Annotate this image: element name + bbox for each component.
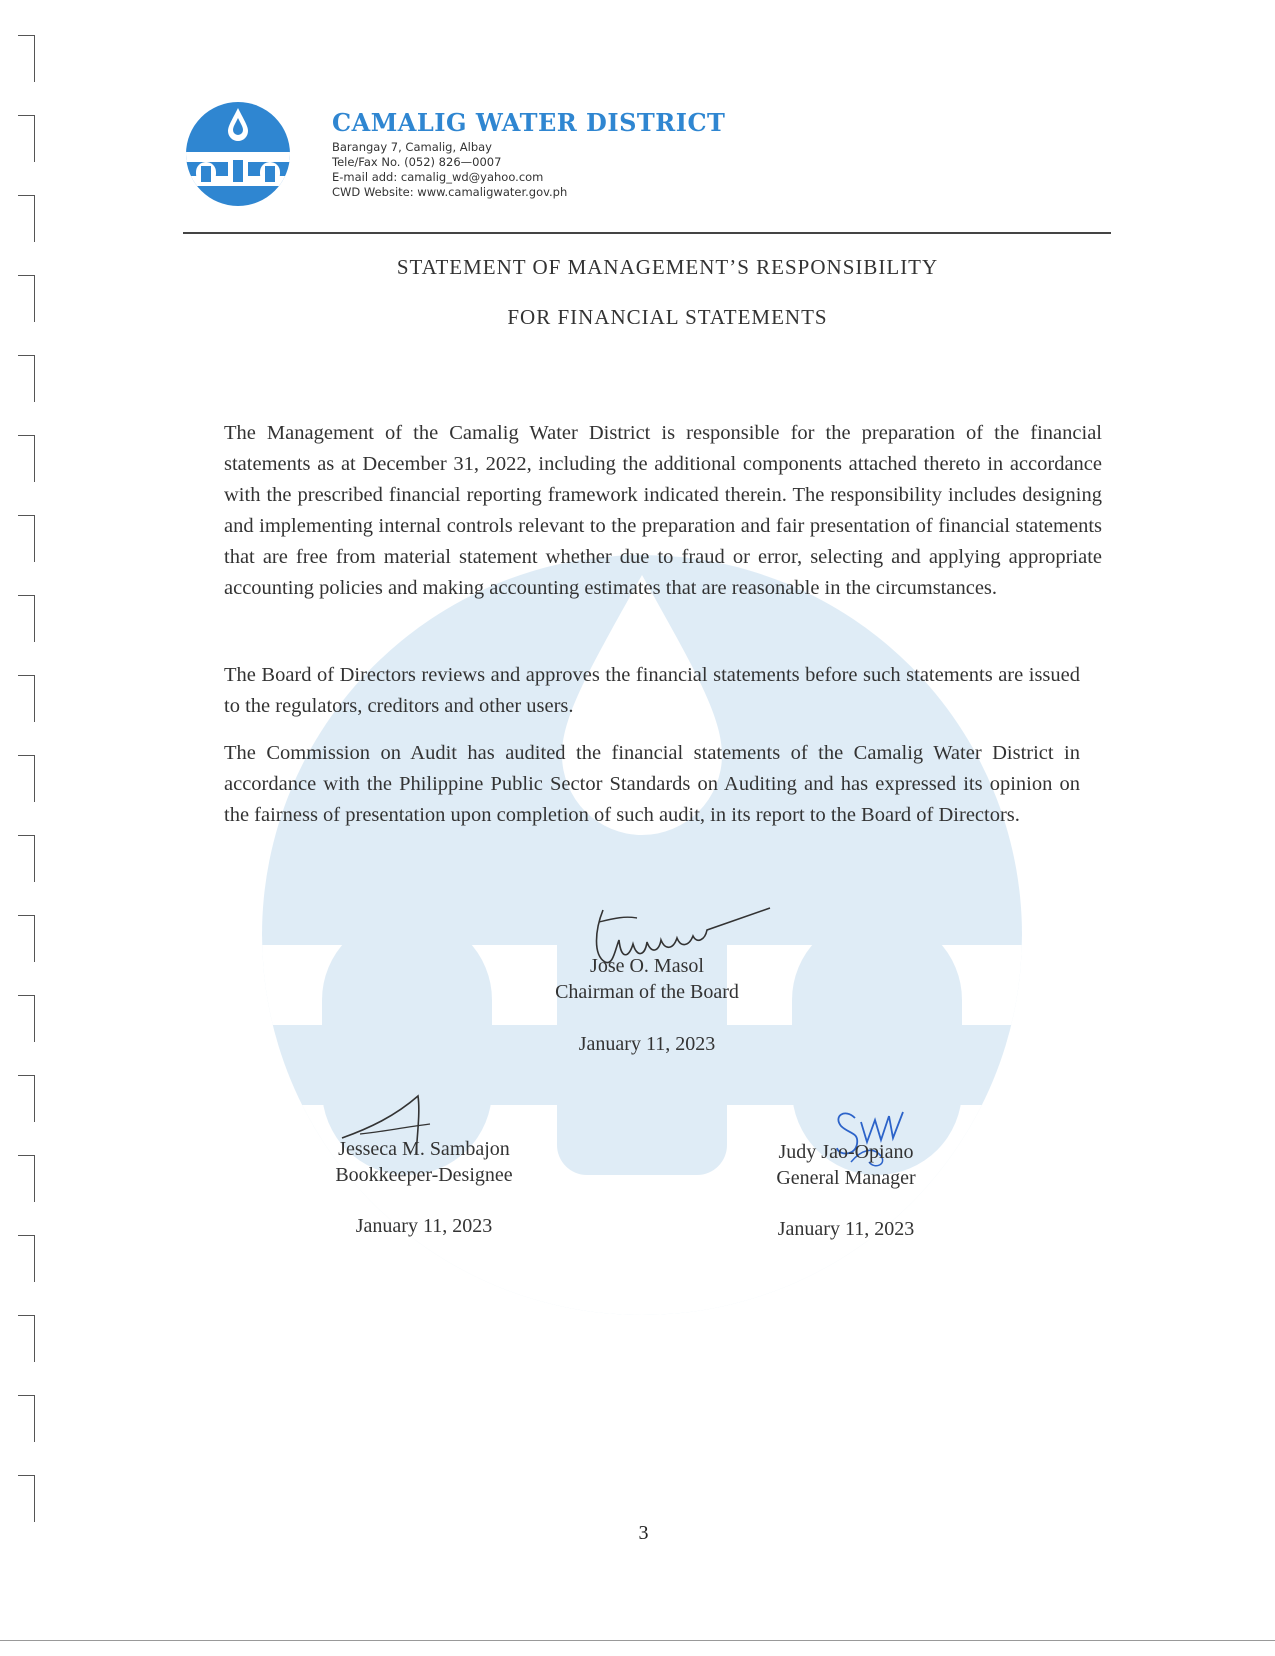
binding-mark: [18, 995, 35, 1042]
binding-mark: [18, 675, 35, 722]
binding-mark: [18, 835, 35, 882]
chairman-date: January 11, 2023: [578, 1033, 716, 1055]
paragraph-board: The Board of Directors reviews and approves the financial statements before such statements are issued to the regulators, creditors and other users.: [224, 664, 1080, 717]
manager-name: Judy Jao-Opiano: [778, 1141, 914, 1163]
binding-mark: [18, 1075, 35, 1122]
binding-mark: [18, 355, 35, 402]
paragraph-management: The Management of the Camalig Water District is responsible for the preparation of the financial statements as at December 31, 2022, including the additional components attached thereto in accordance with the prescribed financial reporting framework indicated therein. The responsibility includes designing and implementing internal controls relevant to the preparation and fair presentation of financial statements that are free from material statement whether due to fraud or error, selecting and applying appropriate accounting policies and making accounting estimates that are reasonable in the circumstances.: [224, 422, 1102, 599]
binding-mark: [18, 515, 35, 562]
page-number: 3: [638, 1522, 649, 1544]
binding-mark: [18, 1235, 35, 1282]
letterhead: [186, 100, 1126, 230]
telefax-line: Tele/Fax No. (052) 826—0007: [332, 155, 502, 169]
binding-mark: [18, 1475, 35, 1522]
binding-mark: [18, 1315, 35, 1362]
bookkeeper-name: Jesseca M. Sambajon: [338, 1138, 510, 1160]
binding-mark: [18, 1155, 35, 1202]
header-divider: [183, 232, 1111, 234]
chairman-title: Chairman of the Board: [555, 981, 739, 1003]
bookkeeper-title: Bookkeeper-Designee: [335, 1164, 513, 1186]
binding-mark: [18, 195, 35, 242]
email-line: E-mail add: camalig_wd@yahoo.com: [332, 170, 544, 184]
document-subtitle: FOR FINANCIAL STATEMENTS: [507, 305, 828, 329]
document-title: STATEMENT OF MANAGEMENT’S RESPONSIBILITY: [396, 255, 939, 279]
chairman-name: Jose O. Masol: [590, 955, 704, 977]
binding-mark: [18, 115, 35, 162]
cwd-logo: [186, 102, 290, 206]
address-line: Barangay 7, Camalig, Albay: [332, 140, 492, 154]
organization-name: CAMALIG WATER DISTRICT: [332, 108, 726, 137]
paragraph-coa: The Commission on Audit has audited the financial statements of the Camalig Water District in accordance with the Philippine Public Sector Standards on Auditing and has expressed its opinion on the fairness of presentation upon completion of such audit, in its report to the Board of Directors.: [224, 742, 1080, 826]
manager-date: January 11, 2023: [777, 1218, 915, 1240]
binding-mark: [18, 915, 35, 962]
website-line: CWD Website: www.camaligwater.gov.ph: [332, 185, 568, 199]
binding-mark: [18, 35, 35, 82]
binding-mark: [18, 435, 35, 482]
binding-mark: [18, 595, 35, 642]
bookkeeper-date: January 11, 2023: [355, 1215, 493, 1237]
manager-title: General Manager: [776, 1167, 916, 1189]
binding-mark: [18, 1395, 35, 1442]
manager-signature: [815, 1098, 925, 1178]
binding-mark: [18, 755, 35, 802]
bottom-edge-line: [0, 1640, 1275, 1641]
